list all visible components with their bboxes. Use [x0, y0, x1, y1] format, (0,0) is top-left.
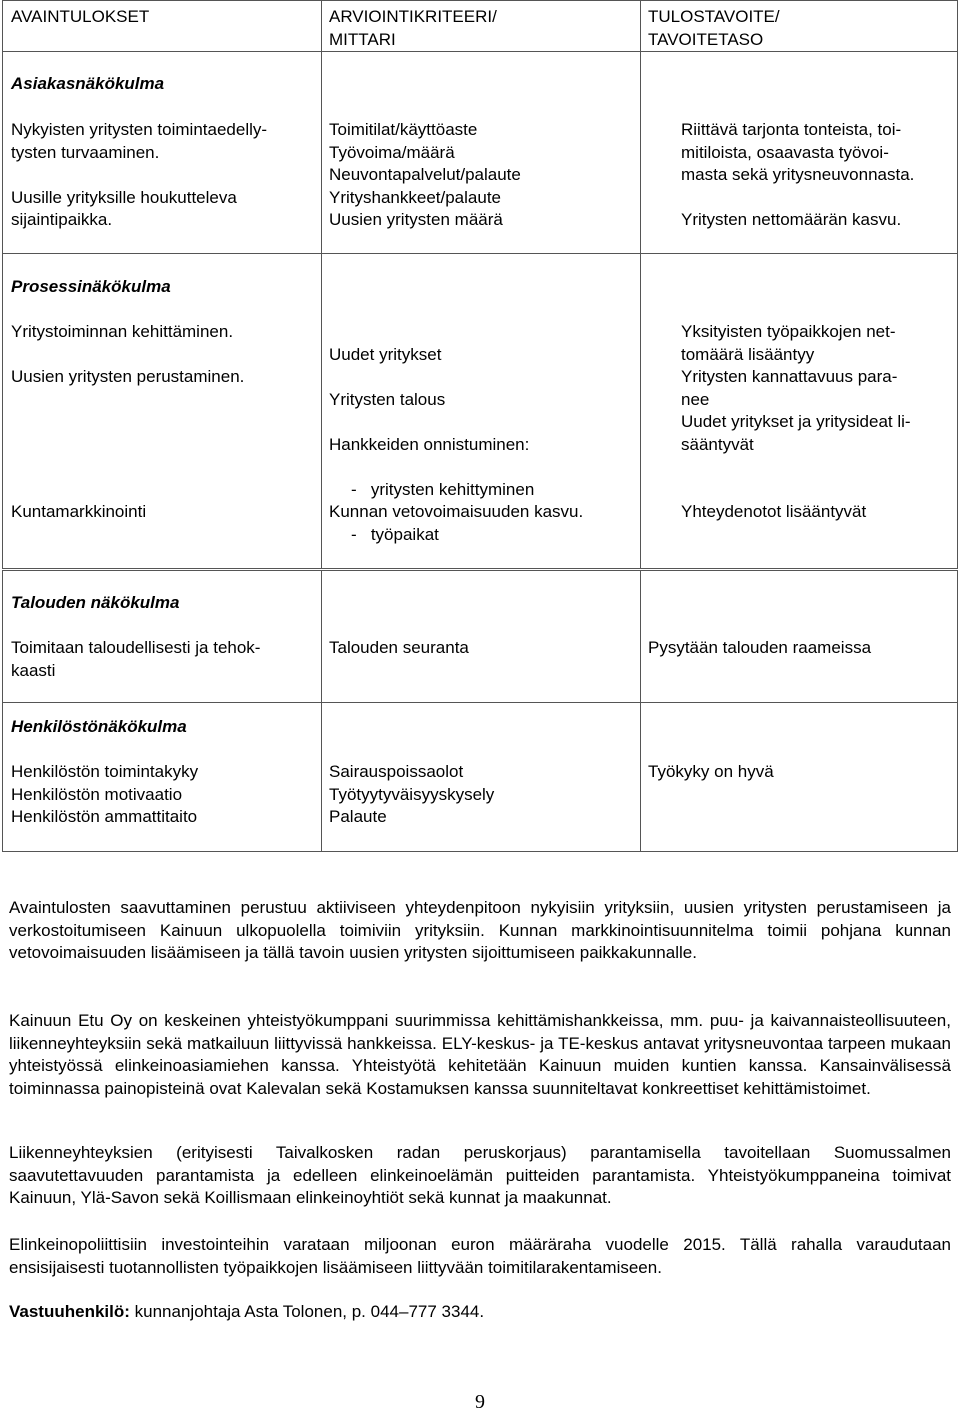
- talous-criteria: Talouden seuranta: [329, 638, 469, 657]
- prosessi-key-results: Yritystoiminnan kehittäminen. Uusien yritysten perustaminen.: [11, 322, 245, 386]
- talous-key-result: Toimitaan taloudellisesti ja tehok- kaasti: [11, 638, 261, 680]
- prosessi-targets: Yksityisten työpaikkojen net- tomäärä lisääntyy Yritysten kannattavuus para- nee Uudet yritykset ja yritysideat li- sääntyvät: [681, 322, 911, 454]
- column-divider: [321, 571, 322, 851]
- contact-line: [9, 1301, 951, 1324]
- body-paragraph: Avaintulosten saavuttaminen perustuu aktiiviseen yhteydenpitoon nykyisiin yrityksiin, uusien yritysten perustamiseen ja verkostoitumiseen Kainuun ulkopuolella toimiviin yrityksiin. Kunnan markkinointisuunnitelma toimii pohjana kunnan vetovoimaisuuden lisäämiseen ja tällä tavoin uusien yritysten sijoittumiseen paikkakunnalle.: [9, 898, 951, 962]
- asiakas-criteria: Toimitilat/käyttöaste Työvoima/määrä Neuvontapalvelut/palaute Yrityshankkeet/palaute Uusien yritysten määrä: [329, 120, 521, 229]
- kuntamarkkinointi-criteria: Kunnan vetovoimaisuuden kasvu.: [329, 502, 584, 521]
- kuntamarkkinointi-target: Yhteydenotot lisääntyvät: [681, 502, 867, 521]
- asiakas-key-results: Nykyisten yritysten toimintaedelly- tysten turvaaminen. Uusille yrityksille houkutteleva sijaintipaikka.: [11, 120, 268, 229]
- finance-personnel-table: [2, 570, 958, 852]
- henkilosto-criteria: Sairauspoissaolot Työtyytyväisyyskysely Palaute: [329, 762, 495, 826]
- prosessi-criteria-text: Uudet yritykset Yritysten talous Hankkeiden onnistuminen:: [329, 344, 530, 454]
- talous-target: Pysytään talouden raameissa: [648, 638, 872, 657]
- section-title-asiakas: Asiakasnäkökulma: [11, 74, 165, 93]
- column-divider: [640, 571, 641, 851]
- body-paragraph: Elinkeinopoliittisiin investointeihin varataan miljoonan euron määräraha vuodelle 2015. Tällä rahalla varaudutaan ensisijaisesti tuotannollisten työpaikkojen lisäämiseen liittyvään toimitilarakentamiseen.: [9, 1235, 951, 1277]
- page-number: 9: [475, 1391, 485, 1413]
- header-avaintulokset: AVAINTULOKSET: [11, 7, 150, 26]
- section-divider: [3, 702, 957, 703]
- contact-label: Vastuuhenkilö:: [9, 1302, 130, 1321]
- kuntamarkkinointi-key-result: Kuntamarkkinointi: [11, 502, 147, 521]
- header-arviointikriteeri: ARVIOINTIKRITEERI/ MITTARI: [329, 7, 497, 49]
- column-divider: [640, 1, 641, 568]
- header-divider: [3, 51, 957, 52]
- column-divider: [321, 1, 322, 568]
- section-title-henkilosto: Henkilöstönäkökulma: [11, 717, 187, 736]
- contact-text: kunnanjohtaja Asta Tolonen, p. 044–777 3344.: [129, 1302, 485, 1321]
- body-paragraph: Kainuun Etu Oy on keskeinen yhteistyökumppani suurimmissa kehittämishankkeissa, mm. puu- ja kaivannaisteollisuuteen, liikenneyhteyksiin sekä matkailuun liittyvissä hankkeissa. ELY-keskus- ja TE-keskus antavat yritysneuvontaa tarpeen mukaan yhteistyössä elinkeinoasiamiehen kanssa. Yhteistyötä kehitetään Kainuun muiden kuntien kanssa. Kansainvälisessä toiminnassa painopisteinä ovat Kalevalan sekä Kostamuksen kanssa suunniteltavat konkreettiset kehittämistoimet.: [9, 1011, 951, 1098]
- section-title-prosessi: Prosessinäkökulma: [11, 277, 171, 296]
- header-tulostavoite: TULOSTAVOITE/ TAVOITETASO: [648, 7, 780, 49]
- henkilosto-key-results: Henkilöstön toimintakyky Henkilöstön motivaatio Henkilöstön ammattitaito: [11, 762, 199, 826]
- prosessi-criteria: [329, 321, 534, 569]
- section-title-talous: Talouden näkökulma: [11, 593, 180, 612]
- prosessi-criteria-list-item: - työpaikat: [351, 524, 439, 544]
- asiakas-targets: Riittävä tarjonta tonteista, toi- mitiloista, osaavasta työvoi- masta sekä yritysneuvonnasta. Yritysten nettomäärän kasvu.: [681, 120, 915, 229]
- key-results-table: [2, 0, 958, 569]
- body-paragraph: Liikenneyhteyksien (erityisesti Taivalkosken radan peruskorjaus) parantamisella tavoitellaan Suomussalmen saavutettavuuden parantamista ja edelleen elinkeinoelämän puitteiden parantamista. Yhteistyökumppaneina toimivat Kainuun, Ylä-Savon sekä Koillismaan elinkeinoyhtiöt sekä kunnat ja maakunnat.: [9, 1143, 951, 1207]
- prosessi-criteria-list-item: - yritysten kehittyminen: [351, 479, 535, 499]
- henkilosto-target: Työkyky on hyvä: [648, 762, 774, 781]
- section-divider: [3, 253, 957, 254]
